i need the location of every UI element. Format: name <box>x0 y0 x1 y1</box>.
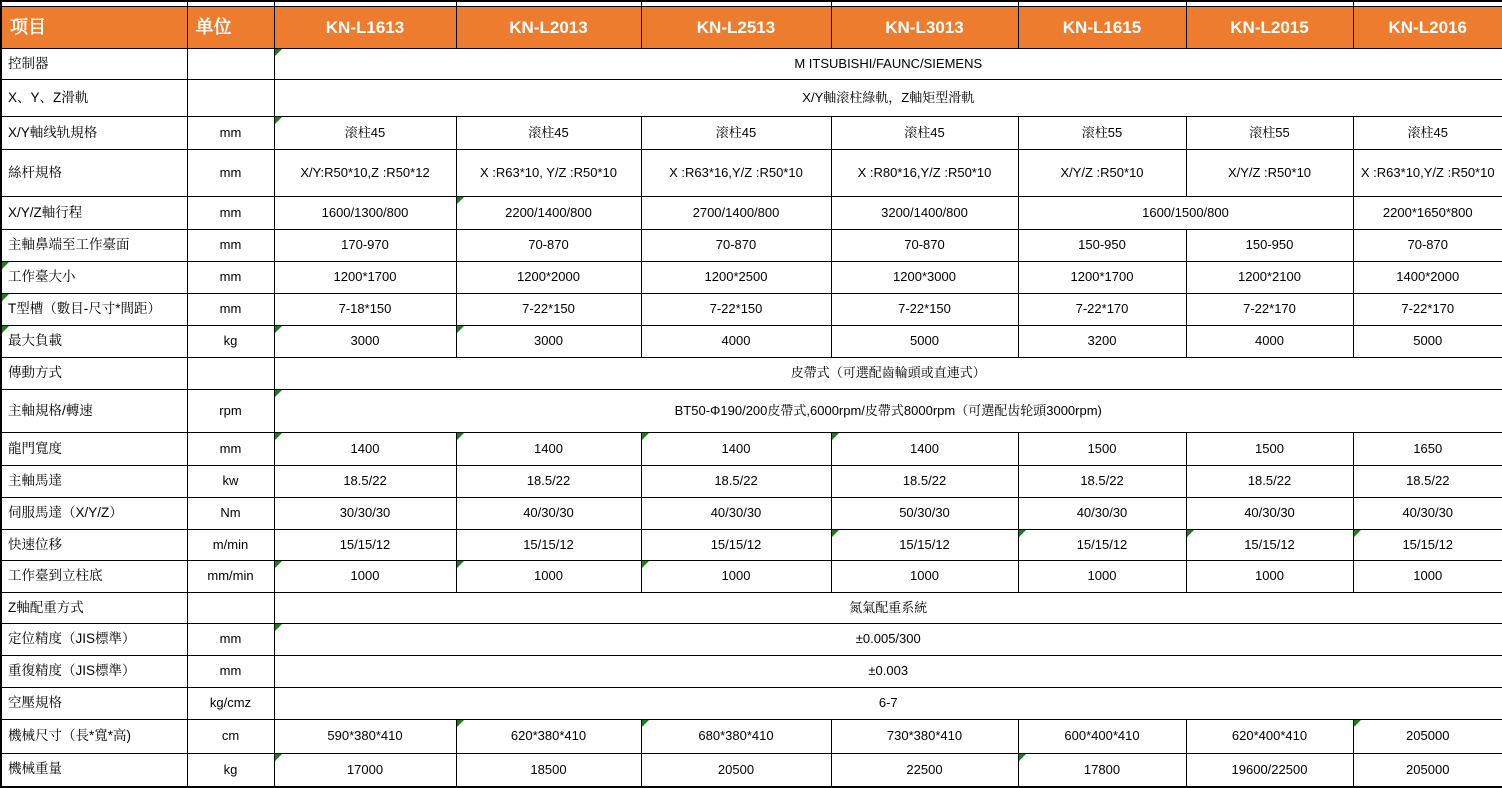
table-row <box>1 561 1502 593</box>
value-cell: 50/30/30 <box>831 498 1018 530</box>
value-cell: 3200/1400/800 <box>831 197 1018 230</box>
value-cell: 15/15/12 <box>456 530 641 561</box>
value-cell: 18.5/22 <box>641 466 831 498</box>
header-cell-model: KN-L1615 <box>1018 7 1186 49</box>
value-cell: 40/30/30 <box>1353 498 1502 530</box>
value-cell: X :R80*16,Y/Z :R50*10 <box>831 150 1018 197</box>
value-cell: 18.5/22 <box>1186 466 1353 498</box>
value-cell: 3200 <box>1018 326 1186 358</box>
value-cell: 205000 <box>1353 754 1502 787</box>
table-row <box>1 593 1502 624</box>
table-row <box>1 150 1502 197</box>
value-cell: 15/15/12 <box>641 530 831 561</box>
table-row <box>1 466 1502 498</box>
value-cell: 滚柱55 <box>1018 117 1186 150</box>
value-cell: 40/30/30 <box>1186 498 1353 530</box>
table-row <box>1 358 1502 390</box>
value-cell: 70-870 <box>831 230 1018 262</box>
value-cell: 22500 <box>831 754 1018 787</box>
value-cell: 590*380*410 <box>274 720 456 754</box>
row-label-cell: 控制器 <box>1 49 187 80</box>
comment-marker-icon <box>457 561 464 568</box>
value-cell: 15/15/12 <box>274 530 456 561</box>
row-label-cell: Z軸配重方式 <box>1 593 187 624</box>
row-label-cell: 絲杆規格 <box>1 150 187 197</box>
comment-marker-icon <box>1019 530 1026 537</box>
value-cell: X :R63*10,Y/Z :R50*10 <box>1353 150 1502 197</box>
row-label-cell: 伺服馬達（X/Y/Z） <box>1 498 187 530</box>
value-cell: 20500 <box>641 754 831 787</box>
header-cell-model: KN-L1613 <box>274 7 456 49</box>
value-cell: 70-870 <box>456 230 641 262</box>
value-cell: 1500 <box>1186 433 1353 466</box>
value-cell: 15/15/12 <box>1018 530 1186 561</box>
value-cell: M ITSUBISHI/FAUNC/SIEMENS <box>274 49 1502 80</box>
unit-cell <box>187 358 274 390</box>
table-row <box>1 197 1502 230</box>
comment-marker-icon <box>275 754 282 761</box>
comment-marker-icon <box>275 117 282 124</box>
row-label-cell: 主軸馬達 <box>1 466 187 498</box>
value-cell: 70-870 <box>1353 230 1502 262</box>
comment-marker-icon <box>457 326 464 333</box>
value-cell: 1200*1700 <box>1018 262 1186 294</box>
value-cell: 7-22*150 <box>831 294 1018 326</box>
value-cell: 17800 <box>1018 754 1186 787</box>
table-row <box>1 530 1502 561</box>
row-label-cell: X、Y、Z滑軌 <box>1 80 187 117</box>
comment-marker-icon <box>275 561 282 568</box>
comment-marker-icon <box>642 433 649 440</box>
comment-marker-icon <box>457 433 464 440</box>
value-cell: 680*380*410 <box>641 720 831 754</box>
value-cell: 1500 <box>1018 433 1186 466</box>
value-cell: 2200/1400/800 <box>456 197 641 230</box>
value-cell: 170-970 <box>274 230 456 262</box>
value-cell: 40/30/30 <box>1018 498 1186 530</box>
header-cell-model: KN-L3013 <box>831 7 1018 49</box>
table-row <box>1 80 1502 117</box>
value-cell: 1000 <box>1186 561 1353 593</box>
value-cell: X/Y/Z :R50*10 <box>1186 150 1353 197</box>
value-cell: 15/15/12 <box>1186 530 1353 561</box>
value-cell: 19600/22500 <box>1186 754 1353 787</box>
value-cell: 皮帶式（可選配齒輪頭或直連式） <box>274 358 1502 390</box>
comment-marker-icon <box>832 530 839 537</box>
value-cell: 滚柱45 <box>1353 117 1502 150</box>
unit-cell <box>187 49 274 80</box>
value-cell: ±0.003 <box>274 656 1502 688</box>
value-cell: 7-22*170 <box>1353 294 1502 326</box>
value-cell: 2200*1650*800 <box>1353 197 1502 230</box>
unit-cell: mm <box>187 624 274 656</box>
unit-cell: mm <box>187 294 274 326</box>
header-cell-model: KN-L2016 <box>1353 7 1502 49</box>
value-cell: BT50-Φ190/200皮帶式,6000rpm/皮帶式8000rpm（可選配齿轮頭3000rpm) <box>274 390 1502 433</box>
table-row <box>1 624 1502 656</box>
row-label-cell: 主軸鼻端至工作臺面 <box>1 230 187 262</box>
value-cell: 1600/1300/800 <box>274 197 456 230</box>
comment-marker-icon <box>2 326 9 333</box>
unit-cell: kw <box>187 466 274 498</box>
table-row <box>1 720 1502 754</box>
table-row <box>1 49 1502 80</box>
header-cell-unit: 单位 <box>187 7 274 49</box>
value-cell: 18.5/22 <box>1018 466 1186 498</box>
row-label-cell: 快速位移 <box>1 530 187 561</box>
unit-cell: kg <box>187 326 274 358</box>
value-cell: 氮氣配重系統 <box>274 593 1502 624</box>
row-label-cell: 重復精度（JIS標準） <box>1 656 187 688</box>
value-cell: 1000 <box>641 561 831 593</box>
value-cell: X :R63*16,Y/Z :R50*10 <box>641 150 831 197</box>
value-cell: 1000 <box>456 561 641 593</box>
value-cell: 4000 <box>1186 326 1353 358</box>
value-cell: 1400 <box>274 433 456 466</box>
comment-marker-icon <box>642 720 649 727</box>
row-label-cell: 機械重量 <box>1 754 187 787</box>
value-cell: 15/15/12 <box>831 530 1018 561</box>
value-cell: 730*380*410 <box>831 720 1018 754</box>
table-row <box>1 117 1502 150</box>
value-cell: X/Y:R50*10,Z :R50*12 <box>274 150 456 197</box>
row-label-cell: 龍門寬度 <box>1 433 187 466</box>
value-cell: 18.5/22 <box>1353 466 1502 498</box>
value-cell: 18500 <box>456 754 641 787</box>
value-cell: 17000 <box>274 754 456 787</box>
row-label-cell: 空壓規格 <box>1 688 187 720</box>
value-cell: 15/15/12 <box>1353 530 1502 561</box>
value-cell: 205000 <box>1353 720 1502 754</box>
value-cell: 滚柱45 <box>641 117 831 150</box>
table-row <box>1 754 1502 787</box>
table-row <box>1 433 1502 466</box>
comment-marker-icon <box>275 624 282 631</box>
value-cell: 1200*2000 <box>456 262 641 294</box>
value-cell: 3000 <box>274 326 456 358</box>
value-cell: 18.5/22 <box>456 466 641 498</box>
row-label-cell: 主軸規格/轉速 <box>1 390 187 433</box>
value-cell: 滚柱45 <box>456 117 641 150</box>
row-label-cell: 工作臺到立柱底 <box>1 561 187 593</box>
unit-cell: mm <box>187 197 274 230</box>
comment-marker-icon <box>1354 720 1361 727</box>
unit-cell: rpm <box>187 390 274 433</box>
row-label-cell: 工作臺大小 <box>1 262 187 294</box>
unit-cell: Nm <box>187 498 274 530</box>
value-cell: 5000 <box>1353 326 1502 358</box>
header-cell-model: KN-L2513 <box>641 7 831 49</box>
value-cell: 1600/1500/800 <box>1018 197 1353 230</box>
row-label-cell: 最大負載 <box>1 326 187 358</box>
table-row <box>1 656 1502 688</box>
value-cell: 1000 <box>1353 561 1502 593</box>
comment-marker-icon <box>2 294 9 301</box>
comment-marker-icon <box>642 561 649 568</box>
value-cell: 3000 <box>456 326 641 358</box>
value-cell: 5000 <box>831 326 1018 358</box>
value-cell: 7-22*170 <box>1186 294 1353 326</box>
row-label-cell: X/Y/Z軸行程 <box>1 197 187 230</box>
spec-table-body <box>1 1 1502 787</box>
comment-marker-icon <box>275 390 282 397</box>
value-cell: 滚柱45 <box>274 117 456 150</box>
table-row <box>1 390 1502 433</box>
value-cell: 18.5/22 <box>831 466 1018 498</box>
value-cell: 600*400*410 <box>1018 720 1186 754</box>
comment-marker-icon <box>1354 530 1361 537</box>
table-row <box>1 294 1502 326</box>
value-cell: 1400 <box>831 433 1018 466</box>
value-cell: 1000 <box>831 561 1018 593</box>
value-cell: 70-870 <box>641 230 831 262</box>
value-cell: 1200*2100 <box>1186 262 1353 294</box>
value-cell: X/Y軸滚柱綠軌，Z軸矩型滑軌 <box>274 80 1502 117</box>
value-cell: 40/30/30 <box>456 498 641 530</box>
row-label-cell: 機械尺寸（長*寬*高) <box>1 720 187 754</box>
value-cell: X :R63*10, Y/Z :R50*10 <box>456 150 641 197</box>
unit-cell: mm <box>187 656 274 688</box>
value-cell: 1400 <box>641 433 831 466</box>
value-cell: 1200*1700 <box>274 262 456 294</box>
header-cell-model: KN-L2013 <box>456 7 641 49</box>
table-row <box>1 230 1502 262</box>
unit-cell: mm <box>187 150 274 197</box>
header-cell-item: 项目 <box>1 7 187 49</box>
value-cell: 40/30/30 <box>641 498 831 530</box>
value-cell: 150-950 <box>1186 230 1353 262</box>
unit-cell: cm <box>187 720 274 754</box>
comment-marker-icon <box>275 326 282 333</box>
table-row <box>1 262 1502 294</box>
value-cell: 滚柱55 <box>1186 117 1353 150</box>
comment-marker-icon <box>457 720 464 727</box>
value-cell: 1400*2000 <box>1353 262 1502 294</box>
value-cell: 1400 <box>456 433 641 466</box>
header-cell-model: KN-L2015 <box>1186 7 1353 49</box>
table-row <box>1 498 1502 530</box>
unit-cell: kg <box>187 754 274 787</box>
value-cell: 2700/1400/800 <box>641 197 831 230</box>
value-cell: 4000 <box>641 326 831 358</box>
value-cell: 6-7 <box>274 688 1502 720</box>
value-cell: 7-22*150 <box>456 294 641 326</box>
value-cell: 1650 <box>1353 433 1502 466</box>
value-cell: 1000 <box>274 561 456 593</box>
comment-marker-icon <box>457 197 464 204</box>
value-cell: 1200*2500 <box>641 262 831 294</box>
unit-cell: m/min <box>187 530 274 561</box>
header-row <box>1 7 1502 49</box>
value-cell: 620*380*410 <box>456 720 641 754</box>
comment-marker-icon <box>2 262 9 269</box>
value-cell: 7-18*150 <box>274 294 456 326</box>
value-cell: 滚柱45 <box>831 117 1018 150</box>
unit-cell <box>187 80 274 117</box>
unit-cell: mm <box>187 230 274 262</box>
value-cell: X/Y/Z :R50*10 <box>1018 150 1186 197</box>
comment-marker-icon <box>1187 530 1194 537</box>
unit-cell: mm <box>187 433 274 466</box>
value-cell: 30/30/30 <box>274 498 456 530</box>
value-cell: 150-950 <box>1018 230 1186 262</box>
value-cell: ±0.005/300 <box>274 624 1502 656</box>
row-label-cell: 定位精度（JIS標準） <box>1 624 187 656</box>
unit-cell: mm <box>187 117 274 150</box>
table-row <box>1 326 1502 358</box>
unit-cell: mm <box>187 262 274 294</box>
unit-cell <box>187 593 274 624</box>
value-cell: 7-22*170 <box>1018 294 1186 326</box>
comment-marker-icon <box>1019 754 1026 761</box>
row-label-cell: X/Y軸线轨規格 <box>1 117 187 150</box>
table-row <box>1 688 1502 720</box>
value-cell: 7-22*150 <box>641 294 831 326</box>
comment-marker-icon <box>275 433 282 440</box>
value-cell: 1000 <box>1018 561 1186 593</box>
unit-cell: kg/cmz <box>187 688 274 720</box>
unit-cell: mm/min <box>187 561 274 593</box>
comment-marker-icon <box>275 49 282 56</box>
row-label-cell: T型槽（數目-尺寸*間距） <box>1 294 187 326</box>
value-cell: 18.5/22 <box>274 466 456 498</box>
value-cell: 1200*3000 <box>831 262 1018 294</box>
row-label-cell: 傳動方式 <box>1 358 187 390</box>
comment-marker-icon <box>832 433 839 440</box>
value-cell: 620*400*410 <box>1186 720 1353 754</box>
